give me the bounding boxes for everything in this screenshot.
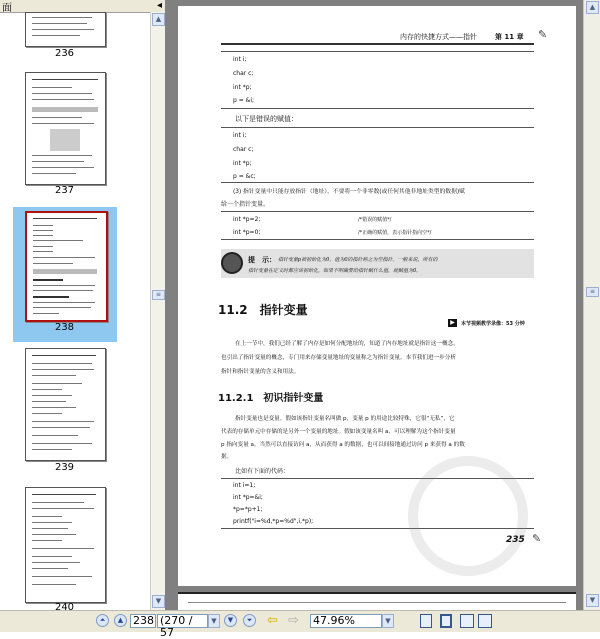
thumbnail-label-236: 236 xyxy=(54,48,75,59)
thumbnail-page-240[interactable] xyxy=(25,487,106,603)
thumbnail-page-238[interactable] xyxy=(25,211,108,322)
code-line: char c; xyxy=(233,70,254,77)
code-rule xyxy=(221,51,534,52)
page-count: (270 / 57 xyxy=(157,614,208,628)
rule-3-text: 给一个指针变量。 xyxy=(221,201,270,208)
tip-text: 指针变量p被初始化为0，值为0的指针称之为空指针。一般来说，所有的 xyxy=(278,257,438,263)
code-line: char c; xyxy=(233,146,254,153)
thumbnail-page-239[interactable] xyxy=(25,348,106,461)
example-intro: 比如有下面的代码： xyxy=(235,468,290,475)
code-comment: /*正确的赋值，表示指针指向空*/ xyxy=(358,230,432,236)
scroll-down-icon[interactable]: ▼ xyxy=(152,595,165,608)
thumbnail-page-236[interactable] xyxy=(25,12,106,47)
zoom-dropdown-icon[interactable]: ▼ xyxy=(382,614,394,628)
code-line: int i; xyxy=(233,56,247,63)
collapse-sidebar-icon[interactable]: ◂ xyxy=(156,0,162,11)
code-line: int i; xyxy=(233,132,247,139)
subsection-title: 11.2.1 初识指针变量 xyxy=(218,393,324,404)
code-line: int *p; xyxy=(233,160,252,167)
next-page-icon[interactable]: ▼ xyxy=(224,614,237,627)
single-page-view-icon[interactable] xyxy=(420,614,432,628)
page-dropdown-icon[interactable]: ▼ xyxy=(208,614,220,628)
page-running-header: 内存的快捷方式——指针 xyxy=(400,33,477,41)
paragraph-line: 代表的存储单元中存储的是另外一个变量的地址。假如该变量名叫 a，可以理解为这个指针变量 xyxy=(221,429,456,435)
navigation-toolbar xyxy=(0,610,600,639)
thumbnail-label-237: 237 xyxy=(54,185,75,196)
code-line: p = &i; xyxy=(233,97,255,104)
rule-3-text: (3) 指针变量中只能存放指针（地址），不要将一个非零数(或任何其他非地址类型的数据)赋 xyxy=(233,189,465,195)
tip-label: 提 示： xyxy=(248,256,276,264)
code-rule xyxy=(221,108,534,109)
thumbnail-page-237[interactable] xyxy=(25,72,106,185)
quill-icon: ✎ xyxy=(532,532,542,545)
continuous-facing-view-icon[interactable] xyxy=(478,614,492,628)
code-rule xyxy=(221,239,534,240)
header-rule xyxy=(221,43,534,45)
go-forward-icon[interactable]: ⇨ xyxy=(288,613,299,628)
paragraph-line: 据。 xyxy=(221,454,233,460)
wrong-assign-title: 以下是错误的赋值： xyxy=(235,115,298,123)
paragraph-line: 也引出了指针变量的概念，专门用来存储变量地址的变量称之为指针变量。本节我们进一步分析 xyxy=(221,355,456,361)
document-page xyxy=(178,6,576,586)
thumbnail-sidebar xyxy=(0,0,165,610)
continuous-view-icon[interactable] xyxy=(440,614,452,628)
code-rule xyxy=(221,127,534,128)
last-page-icon[interactable]: ⏷ xyxy=(243,614,256,627)
document-scrollbar[interactable] xyxy=(583,0,600,610)
magnifier-icon xyxy=(221,252,243,274)
thumbnail-label-238: 238 xyxy=(54,322,75,333)
code-rule xyxy=(221,182,534,183)
code-line: p = &c; xyxy=(233,173,256,180)
scroll-up-icon[interactable]: ▲ xyxy=(152,13,165,26)
watermark-seal xyxy=(386,434,550,586)
tip-text: 指针变量在定义时都应该初始化，如果不明确要给指针赋什么值，就赋值为0。 xyxy=(248,268,422,274)
code-line: int *p; xyxy=(233,84,252,91)
paragraph-line: 在上一节中，我们已经了解了内存是如何分配地址的，知道了内存地址就是指针这一概念。 xyxy=(235,341,459,347)
code-line: int i=1; xyxy=(233,482,256,489)
section-title: 11.2 指针变量 xyxy=(218,303,308,317)
sidebar-scrollbar[interactable] xyxy=(150,12,166,610)
page-number-input[interactable]: 238 xyxy=(130,614,156,628)
page-chapter: 第 11 章 xyxy=(495,33,524,41)
scroll-up-icon[interactable]: ▲ xyxy=(586,1,599,14)
thumbnail-label-239: 239 xyxy=(54,462,75,473)
video-note: 本节视频教学录像：53 分钟 xyxy=(461,321,525,327)
zoom-input[interactable]: 47.96% xyxy=(310,614,382,628)
quill-icon: ✎ xyxy=(538,28,548,41)
page-number: 235 xyxy=(506,535,525,545)
paragraph-line: p 指向变量 a。当然可以直接访问 a，从而获得 a 的数据，也可以间接地通过访问 p 来获得 a 的数 xyxy=(221,442,465,448)
paragraph-line: 指针变量也是变量。假如该指针变量名叫做 p，变量 p 的用途比较特殊，它很“无私”，它 xyxy=(235,416,455,422)
code-line: int *p=0; xyxy=(233,229,261,236)
code-line: printf("i=%d,*p=%d",i,*p); xyxy=(233,518,314,525)
scrollbar-grip-icon[interactable]: ≡ xyxy=(586,287,599,297)
scrollbar-grip-icon[interactable]: ≡ xyxy=(152,290,165,300)
code-line: int *p=2; xyxy=(233,216,261,223)
thumbnail-label-240: 240 xyxy=(54,602,75,610)
code-line: int *p=&i; xyxy=(233,494,263,501)
facing-pages-view-icon[interactable] xyxy=(460,614,474,628)
code-line: *p=*p+1; xyxy=(233,506,263,513)
code-comment: /*错误的赋值*/ xyxy=(358,217,392,223)
paragraph-line: 指针和指针变量的含义和用法。 xyxy=(221,369,300,375)
scroll-down-icon[interactable]: ▼ xyxy=(586,594,599,607)
previous-page-icon[interactable]: ▲ xyxy=(114,614,127,627)
go-back-icon[interactable]: ⇦ xyxy=(267,613,278,628)
video-icon: ▶ xyxy=(448,319,457,327)
next-document-page xyxy=(178,592,576,612)
sidebar-header-label: 面 xyxy=(2,3,12,14)
first-page-icon[interactable]: ⏶ xyxy=(96,614,109,627)
code-rule xyxy=(221,211,534,212)
